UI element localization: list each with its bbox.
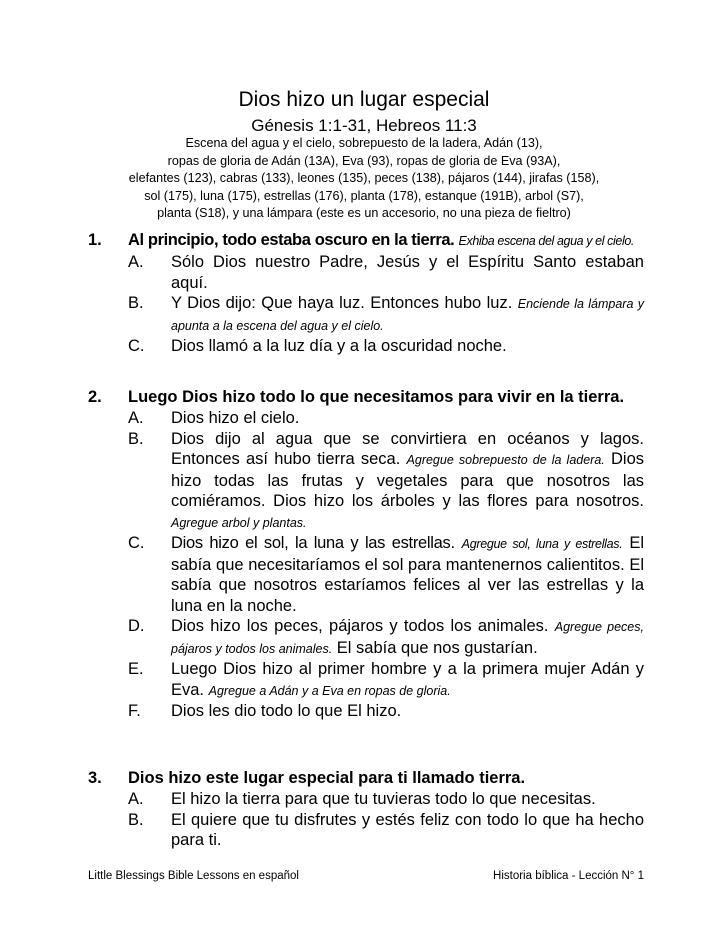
point-e: [128, 659, 644, 701]
point-b: [128, 429, 644, 534]
point-letter: D.: [128, 617, 145, 635]
point-text-main: Luego Dios hizo al primer hombre y a la primera mujer Adán y Eva.: [171, 660, 644, 699]
teacher-note: Agregue arbol y plantas.: [171, 515, 307, 530]
point-text: El quiere que tu disfrutes y estés feliz con todo lo que ha hecho para ti.: [171, 810, 644, 849]
point-text-more: El sabía que nos gustarían.: [336, 638, 538, 657]
section-heading: [128, 230, 644, 252]
teacher-note: Exhiba escena del agua y el cielo.: [458, 234, 634, 248]
point-text: El hizo la tierra para que tu tuvieras todo lo que necesitas.: [171, 790, 596, 808]
point-c: [128, 336, 644, 357]
point-letter: C.: [128, 534, 145, 552]
materials-line: elefantes (123), cabras (133), leones (135), peces (138), pájaros (144), jirafas (158),: [128, 171, 600, 185]
point-text: [171, 293, 644, 336]
point-letter: E.: [128, 660, 144, 678]
point-c: [128, 533, 644, 616]
footer-lesson: Historia bíblica - Lección N° 1: [493, 870, 644, 882]
point-text: Dios les dio todo lo que El hizo.: [171, 702, 402, 720]
section-number: 3.: [88, 769, 102, 787]
point-b: [128, 293, 644, 336]
point-text: Dios hizo el cielo.: [171, 409, 300, 427]
section-number: 1.: [88, 231, 102, 249]
point-text-main: Y Dios dijo: Que haya luz. Entonces hubo luz.: [171, 294, 513, 312]
section-number: 2.: [88, 388, 102, 406]
materials-line: sol (175), luna (175), estrellas (176), planta (178), estanque (191B), arbol (S7),: [144, 188, 584, 203]
materials-list: [0, 135, 728, 223]
point-a: [128, 252, 644, 293]
teacher-note: Agregue a Adán y a Eva en ropas de gloria.: [208, 683, 451, 698]
point-a: [128, 408, 644, 429]
teacher-note: Agregue sobrepuesto de la ladera.: [406, 453, 605, 467]
section-3: [88, 768, 644, 851]
point-f: [128, 701, 644, 722]
lesson-title: Dios hizo un lugar especial: [238, 88, 490, 111]
section-2: [88, 387, 644, 722]
materials-line: planta (S18), y una lámpara (este es un accesorio, no una pieza de fieltro): [157, 206, 571, 220]
materials-line: ropas de gloria de Adán (13A), Eva (93), ropas de gloria de Eva (93A),: [167, 153, 561, 168]
materials-line: Escena del agua y el cielo, sobrepuesto de la ladera, Adán (13),: [185, 136, 543, 150]
heading-text: Al principio, todo estaba oscuro en la tierra.: [128, 231, 455, 249]
point-text-main: Dios hizo el sol, la luna y las estrellas.: [171, 534, 455, 552]
point-letter: B.: [128, 429, 144, 448]
point-letter: F.: [128, 702, 141, 720]
point-text: Dios llamó a la luz día y a la oscuridad noche.: [171, 337, 507, 355]
point-b: [128, 810, 644, 851]
teacher-note: Enciende la lámpara y apunta a la escena del agua y el cielo.: [171, 297, 644, 333]
point-d: [128, 616, 644, 659]
point-text: [171, 616, 644, 659]
section-heading: Luego Dios hizo todo lo que necesitamos para vivir en la tierra.: [128, 388, 625, 406]
footer-series: Little Blessings Bible Lessons en español: [88, 870, 299, 882]
point-text-more: Dios hizo todas las frutas y vegetales para que nosotros las comiéramos. Dios hizo los árboles y las flores para nosotros.: [171, 450, 644, 510]
scripture-reference: Génesis 1:1-31, Hebreos 11:3: [251, 116, 477, 135]
point-text: Sólo Dios nuestro Padre, Jesús y el Espíritu Santo estaban aquí.: [171, 253, 644, 292]
point-letter: A.: [128, 790, 144, 808]
point-letter: B.: [128, 294, 144, 312]
point-text: [171, 659, 644, 701]
point-letter: A.: [128, 253, 144, 271]
section-heading: Dios hizo este lugar especial para ti llamado tierra.: [128, 769, 526, 787]
point-a: [128, 789, 644, 810]
point-letter: C.: [128, 337, 145, 355]
section-1: [88, 230, 644, 357]
point-letter: A.: [128, 409, 144, 427]
teacher-note: Agregue sol, luna y estrellas.: [461, 537, 623, 551]
point-text: [171, 429, 644, 534]
point-text-main: Dios dijo al agua que se convirtiera en océanos y lagos. Entonces así hubo tierra seca.: [171, 429, 644, 468]
point-letter: B.: [128, 810, 144, 829]
point-text: [171, 533, 644, 616]
point-text-main: Dios hizo los peces, pájaros y todos los animales.: [171, 617, 549, 635]
point-text-more: El sabía que necesitaríamos el sol para mantenernos calientitos. El sabía que nosotros estaríamos felices al ver las estrellas y la luna en la noche.: [171, 534, 644, 615]
teacher-note: Agregue peces, pájaros y todos los animales.: [171, 620, 644, 656]
